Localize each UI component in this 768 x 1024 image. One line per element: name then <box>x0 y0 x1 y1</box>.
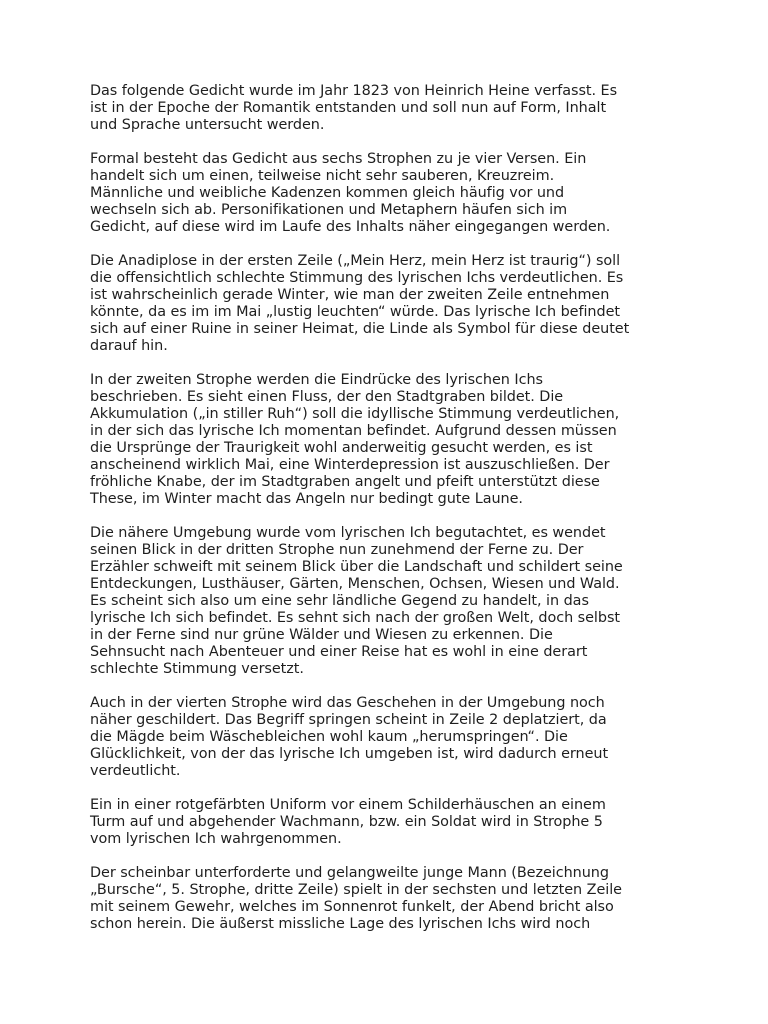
text-line: Der scheinbar unterforderte und gelangweilte junge Mann (Bezeichnung <box>90 865 609 881</box>
text-line: näher geschildert. Das Begriff springen scheint in Zeile 2 deplatziert, da <box>90 712 607 728</box>
text-line: Es scheint sich also um eine sehr ländliche Gegend zu handelt, in das <box>90 593 589 609</box>
text-line: sich auf einer Ruine in seiner Heimat, die Linde als Symbol für diese deutet <box>90 321 630 337</box>
text-line: ist wahrscheinlich gerade Winter, wie man der zweiten Zeile entnehmen <box>90 287 610 303</box>
text-line: Akkumulation („in stiller Ruh“) soll die idyllische Stimmung verdeutlichen, <box>90 406 620 422</box>
text-line: These, im Winter macht das Angeln nur bedingt gute Laune. <box>90 491 523 507</box>
text-line: Gedicht, auf diese wird im Laufe des Inhalts näher eingegangen werden. <box>90 219 611 235</box>
text-line: handelt sich um einen, teilweise nicht sehr sauberen, Kreuzreim. <box>90 168 555 184</box>
text-line: Turm auf und abgehender Wachmann, bzw. ein Soldat wird in Strophe 5 <box>90 814 603 830</box>
text-line: Sehnsucht nach Abenteuer und einer Reise hat es wohl in eine derart <box>90 644 588 660</box>
text-line: mit seinem Gewehr, welches im Sonnenrot funkelt, der Abend bricht also <box>90 899 614 915</box>
text-line: Die nähere Umgebung wurde vom lyrischen Ich begutachtet, es wendet <box>90 525 606 541</box>
text-line: die Ursprünge der Traurigkeit wohl anderweitig gesucht werden, es ist <box>90 440 593 456</box>
text-line: beschrieben. Es sieht einen Fluss, der den Stadtgraben bildet. Die <box>90 389 564 405</box>
text-line: in der Ferne sind nur grüne Wälder und Wiesen zu erkennen. Die <box>90 627 553 643</box>
text-line: darauf hin. <box>90 338 168 354</box>
text-line: Formal besteht das Gedicht aus sechs Strophen zu je vier Versen. Ein <box>90 151 587 167</box>
text-line: Das folgende Gedicht wurde im Jahr 1823 von Heinrich Heine verfasst. Es <box>90 83 618 99</box>
text-line: vom lyrischen Ich wahrgenommen. <box>90 831 342 847</box>
paragraph-strophe-5 <box>90 797 690 848</box>
paragraph-strophe-4 <box>90 695 690 780</box>
document-body <box>90 83 690 950</box>
text-line: wechseln sich ab. Personifikationen und Metaphern häufen sich im <box>90 202 568 218</box>
text-line: ist in der Epoche der Romantik entstanden und soll nun auf Form, Inhalt <box>90 100 607 116</box>
text-line: Männliche und weibliche Kadenzen kommen gleich häufig vor und <box>90 185 565 201</box>
paragraph-strophe-2 <box>90 372 690 508</box>
text-line: verdeutlicht. <box>90 763 181 779</box>
text-line: schlechte Stimmung versetzt. <box>90 661 304 677</box>
paragraph-strophe-6 <box>90 865 690 933</box>
paragraph-strophe-1 <box>90 253 690 355</box>
text-line: seinen Blick in der dritten Strophe nun zunehmend der Ferne zu. Der <box>90 542 584 558</box>
text-line: und Sprache untersucht werden. <box>90 117 325 133</box>
text-line: anscheinend wirklich Mai, eine Winterdepression ist auszuschließen. Der <box>90 457 610 473</box>
text-line: „Bursche“, 5. Strophe, dritte Zeile) spielt in der sechsten und letzten Zeile <box>90 882 622 898</box>
text-line: Erzähler schweift mit seinem Blick über die Landschaft und schildert seine <box>90 559 623 575</box>
paragraph-intro <box>90 83 690 134</box>
paragraph-strophe-3 <box>90 525 690 678</box>
paragraph-form <box>90 151 690 236</box>
text-line: die Mägde beim Wäschebleichen wohl kaum „herumspringen“. Die <box>90 729 568 745</box>
text-line: In der zweiten Strophe werden die Eindrücke des lyrischen Ichs <box>90 372 543 388</box>
text-line: in der sich das lyrische Ich momentan befindet. Aufgrund dessen müssen <box>90 423 617 439</box>
text-line: die offensichtlich schlechte Stimmung des lyrischen Ichs verdeutlichen. Es <box>90 270 624 286</box>
text-line: schon herein. Die äußerst missliche Lage des lyrischen Ichs wird noch <box>90 916 591 932</box>
text-line: fröhliche Knabe, der im Stadtgraben angelt und pfeift unterstützt diese <box>90 474 600 490</box>
text-line: lyrische Ich sich befindet. Es sehnt sich nach der großen Welt, doch selbst <box>90 610 620 626</box>
text-line: Entdeckungen, Lusthäuser, Gärten, Menschen, Ochsen, Wiesen und Wald. <box>90 576 620 592</box>
text-line: Ein in einer rotgefärbten Uniform vor einem Schilderhäuschen an einem <box>90 797 606 813</box>
text-line: Die Anadiplose in der ersten Zeile („Mein Herz, mein Herz ist traurig“) soll <box>90 253 621 269</box>
text-line: Auch in der vierten Strophe wird das Geschehen in der Umgebung noch <box>90 695 605 711</box>
text-line: Glücklichkeit, von der das lyrische Ich umgeben ist, wird dadurch erneut <box>90 746 609 762</box>
text-line: könnte, da es im im Mai „lustig leuchten“ würde. Das lyrische Ich befindet <box>90 304 620 320</box>
